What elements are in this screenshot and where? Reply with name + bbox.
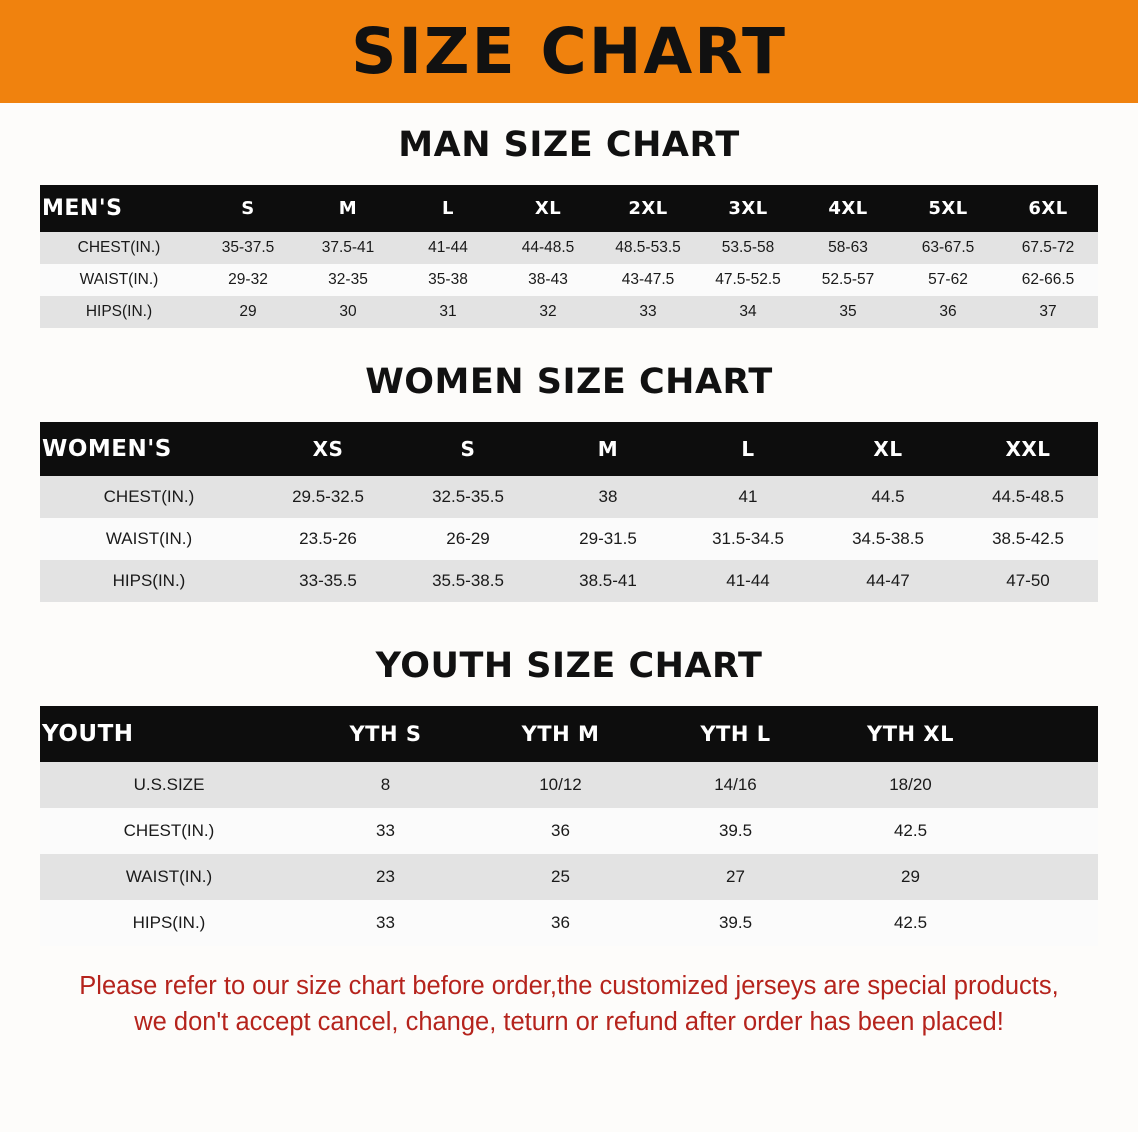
table-row <box>40 900 1098 946</box>
table-cell: 37 <box>998 296 1098 328</box>
table-cell: 41-44 <box>678 560 818 602</box>
women-section-title: WOMEN SIZE CHART <box>365 362 773 402</box>
column-header: YTH L <box>648 706 823 762</box>
table-cell: 36 <box>898 296 998 328</box>
table-row <box>40 476 1098 518</box>
table-cell: 32-35 <box>298 264 398 296</box>
youth-table-body <box>40 762 1098 946</box>
table-cell: 31 <box>398 296 498 328</box>
column-header: XL <box>818 422 958 476</box>
table-cell: 48.5-53.5 <box>598 232 698 264</box>
table-header-row <box>40 706 1098 762</box>
table-header-row <box>40 185 1098 232</box>
table-cell: 67.5-72 <box>998 232 1098 264</box>
table-cell: 32 <box>498 296 598 328</box>
man-table-head <box>40 185 1098 232</box>
row-label: WAIST(IN.) <box>40 854 298 900</box>
order-notice <box>0 968 1138 1040</box>
table-cell: 27 <box>648 854 823 900</box>
women-table-head <box>40 422 1098 476</box>
table-corner-label: MEN'S <box>40 185 198 232</box>
row-label: WAIST(IN.) <box>40 264 198 296</box>
table-cell: 38-43 <box>498 264 598 296</box>
notice-line-1: Please refer to our size chart before order,the customized jerseys are special products, <box>79 972 1059 1000</box>
column-header: 3XL <box>698 185 798 232</box>
table-cell: 44-48.5 <box>498 232 598 264</box>
row-label: CHEST(IN.) <box>40 808 298 854</box>
table-cell: 38.5-41 <box>538 560 678 602</box>
table-cell: 35 <box>798 296 898 328</box>
table-cell: 39.5 <box>648 808 823 854</box>
table-cell-spacer <box>998 854 1098 900</box>
table-cell: 33 <box>298 808 473 854</box>
youth-size-table <box>40 706 1098 946</box>
table-cell-spacer <box>998 762 1098 808</box>
table-cell: 10/12 <box>473 762 648 808</box>
notice-line-2: we don't accept cancel, change, teturn or refund after order has been placed! <box>134 1008 1004 1037</box>
row-label: HIPS(IN.) <box>40 900 298 946</box>
table-cell: 58-63 <box>798 232 898 264</box>
column-header: M <box>538 422 678 476</box>
table-cell: 39.5 <box>648 900 823 946</box>
table-cell: 62-66.5 <box>998 264 1098 296</box>
page-title: SIZE CHART <box>351 15 787 88</box>
column-header-spacer <box>998 706 1098 762</box>
table-header-row <box>40 422 1098 476</box>
page-banner <box>0 0 1138 103</box>
column-header: S <box>398 422 538 476</box>
table-cell: 42.5 <box>823 900 998 946</box>
table-cell: 41 <box>678 476 818 518</box>
table-cell: 26-29 <box>398 518 538 560</box>
youth-section-title: YOUTH SIZE CHART <box>375 646 763 686</box>
table-cell: 41-44 <box>398 232 498 264</box>
table-cell: 29 <box>198 296 298 328</box>
table-cell: 42.5 <box>823 808 998 854</box>
youth-table-wrap <box>0 706 1138 946</box>
table-cell: 38.5-42.5 <box>958 518 1098 560</box>
table-row <box>40 560 1098 602</box>
table-cell: 14/16 <box>648 762 823 808</box>
table-cell: 33-35.5 <box>258 560 398 602</box>
man-section-title: MAN SIZE CHART <box>398 125 740 165</box>
column-header: L <box>678 422 818 476</box>
man-table-body <box>40 232 1098 328</box>
table-cell: 23 <box>298 854 473 900</box>
man-table-wrap <box>0 185 1138 328</box>
table-cell: 35-37.5 <box>198 232 298 264</box>
table-cell: 29-32 <box>198 264 298 296</box>
table-cell: 37.5-41 <box>298 232 398 264</box>
table-row <box>40 296 1098 328</box>
column-header: L <box>398 185 498 232</box>
table-cell: 33 <box>598 296 698 328</box>
table-cell: 38 <box>538 476 678 518</box>
table-cell: 57-62 <box>898 264 998 296</box>
row-label: HIPS(IN.) <box>40 296 198 328</box>
row-label: CHEST(IN.) <box>40 232 198 264</box>
table-row <box>40 518 1098 560</box>
table-cell: 35.5-38.5 <box>398 560 538 602</box>
women-table-wrap <box>0 422 1138 602</box>
table-cell-spacer <box>998 900 1098 946</box>
table-cell: 25 <box>473 854 648 900</box>
column-header: 2XL <box>598 185 698 232</box>
table-cell: 18/20 <box>823 762 998 808</box>
column-header: XS <box>258 422 398 476</box>
table-cell-spacer <box>998 808 1098 854</box>
table-cell: 33 <box>298 900 473 946</box>
column-header: YTH M <box>473 706 648 762</box>
table-row <box>40 854 1098 900</box>
man-size-table <box>40 185 1098 328</box>
table-corner-label: WOMEN'S <box>40 422 258 476</box>
table-cell: 63-67.5 <box>898 232 998 264</box>
table-row <box>40 808 1098 854</box>
table-row <box>40 232 1098 264</box>
table-cell: 53.5-58 <box>698 232 798 264</box>
table-cell: 32.5-35.5 <box>398 476 538 518</box>
row-label: HIPS(IN.) <box>40 560 258 602</box>
column-header: XXL <box>958 422 1098 476</box>
column-header: 5XL <box>898 185 998 232</box>
table-cell: 36 <box>473 808 648 854</box>
column-header: YTH XL <box>823 706 998 762</box>
table-corner-label: YOUTH <box>40 706 298 762</box>
column-header: XL <box>498 185 598 232</box>
table-cell: 47.5-52.5 <box>698 264 798 296</box>
table-cell: 44.5-48.5 <box>958 476 1098 518</box>
table-cell: 8 <box>298 762 473 808</box>
table-cell: 29 <box>823 854 998 900</box>
table-cell: 52.5-57 <box>798 264 898 296</box>
table-row <box>40 762 1098 808</box>
table-cell: 29-31.5 <box>538 518 678 560</box>
column-header: 4XL <box>798 185 898 232</box>
women-size-table <box>40 422 1098 602</box>
table-cell: 29.5-32.5 <box>258 476 398 518</box>
column-header: YTH S <box>298 706 473 762</box>
table-cell: 44.5 <box>818 476 958 518</box>
table-cell: 36 <box>473 900 648 946</box>
table-cell: 31.5-34.5 <box>678 518 818 560</box>
table-cell: 30 <box>298 296 398 328</box>
table-cell: 44-47 <box>818 560 958 602</box>
table-cell: 34 <box>698 296 798 328</box>
row-label: WAIST(IN.) <box>40 518 258 560</box>
column-header: M <box>298 185 398 232</box>
row-label: CHEST(IN.) <box>40 476 258 518</box>
column-header: S <box>198 185 298 232</box>
table-cell: 47-50 <box>958 560 1098 602</box>
youth-table-head <box>40 706 1098 762</box>
row-label: U.S.SIZE <box>40 762 298 808</box>
table-cell: 35-38 <box>398 264 498 296</box>
table-cell: 34.5-38.5 <box>818 518 958 560</box>
column-header: 6XL <box>998 185 1098 232</box>
table-cell: 23.5-26 <box>258 518 398 560</box>
table-cell: 43-47.5 <box>598 264 698 296</box>
women-table-body <box>40 476 1098 602</box>
table-row <box>40 264 1098 296</box>
